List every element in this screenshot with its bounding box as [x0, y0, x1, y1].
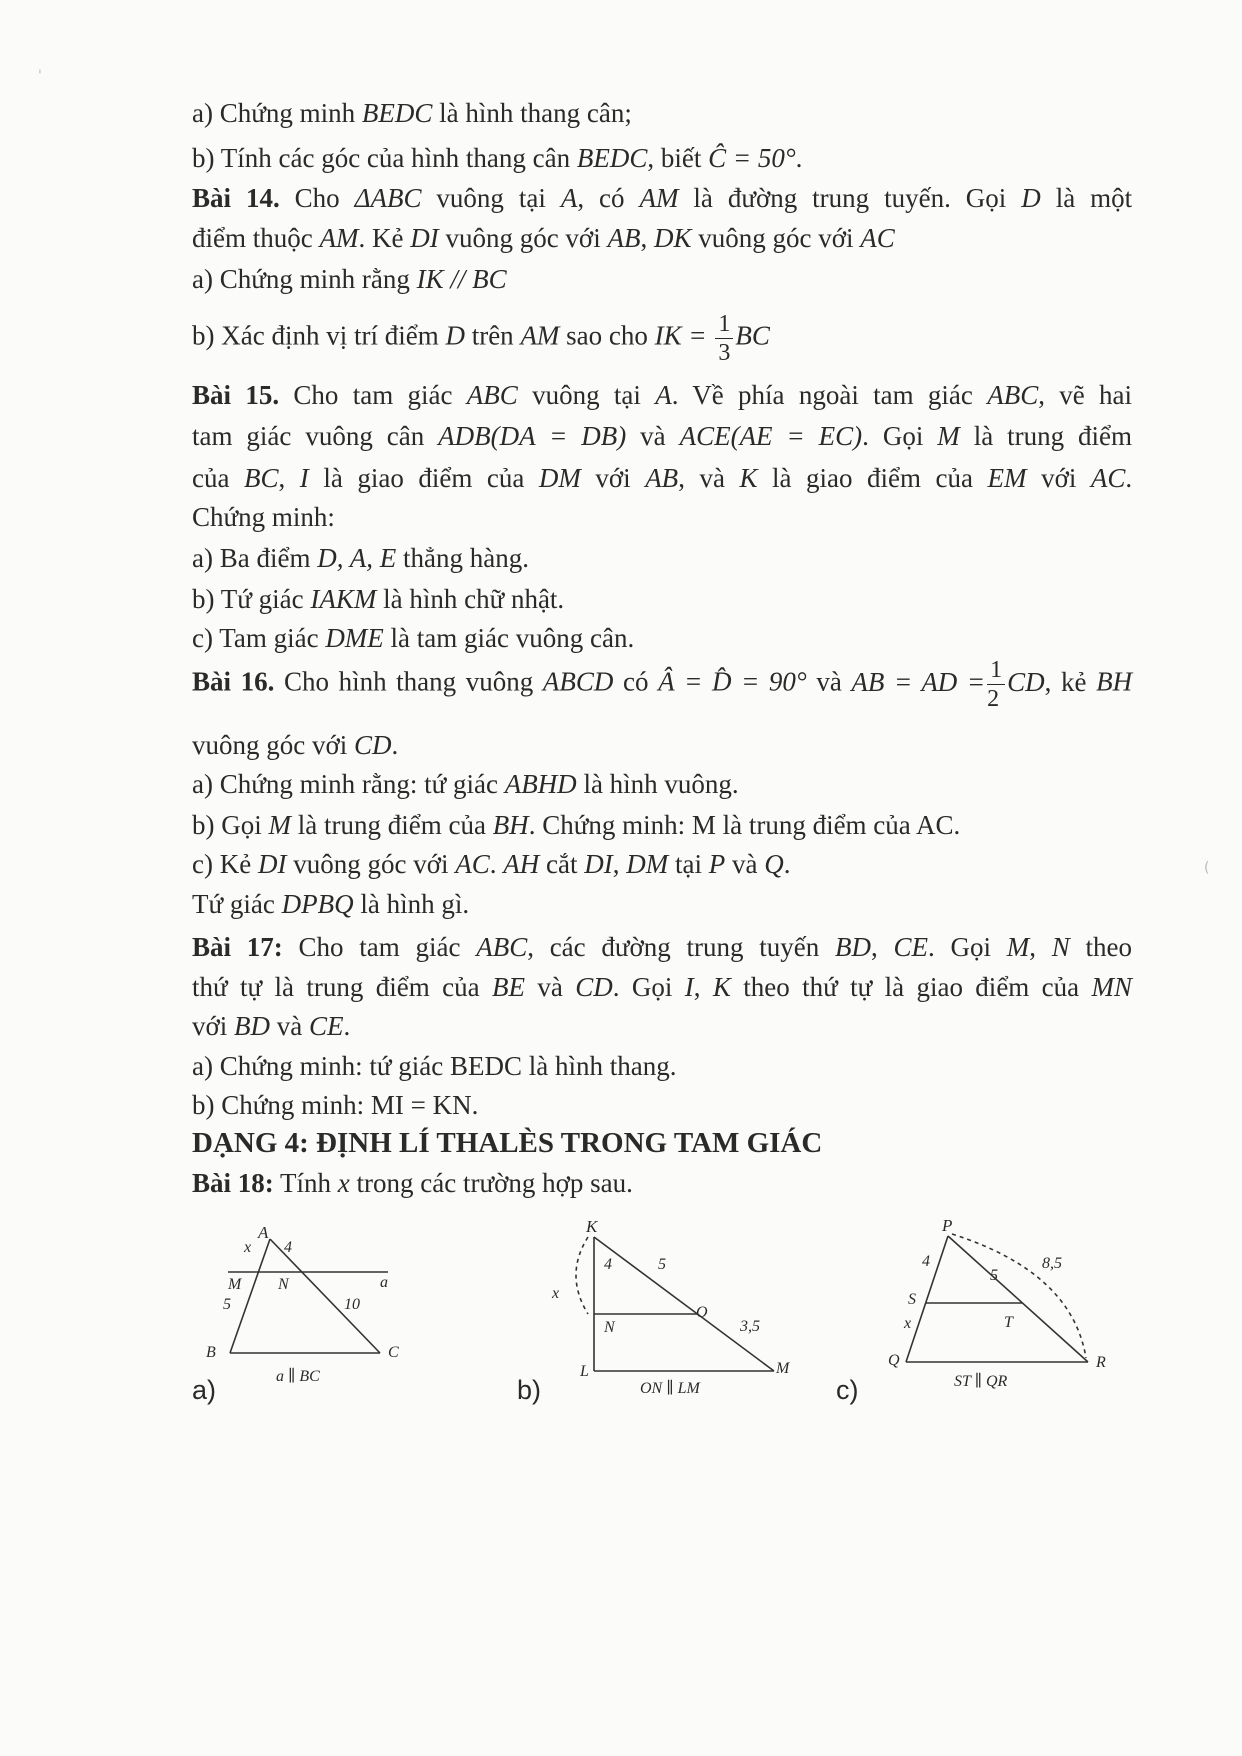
fig-a-caption: a ∥ BC — [276, 1368, 320, 1385]
p17-part-a: a) Chứng minh: tứ giác BEDC là hình thang. — [192, 1051, 677, 1081]
p13-part-b: b) Tính các góc của hình thang cân BEDC, biết Ĉ = 50°. — [192, 143, 803, 173]
p14-part-a: a) Chứng minh rằng IK // BC — [192, 264, 507, 294]
fig-b-side-km — [594, 1237, 774, 1371]
fig-a-label-x: x — [244, 1239, 252, 1256]
fraction-one-third: $\frac{1}{3}$ — [715, 312, 733, 365]
fig-a-label-C: C — [388, 1344, 399, 1361]
fig-a-label-N: N — [278, 1276, 289, 1293]
section-heading: DẠNG 4: ĐỊNH LÍ THALÈS TRONG TAM GIÁC — [192, 1127, 823, 1159]
p13-part-a: a) Chứng minh BEDC là hình thang cân; — [192, 98, 632, 128]
fig-c-label-x: x — [904, 1315, 912, 1332]
fig-a-side-ab — [230, 1239, 270, 1353]
p18-line: Bài 18: Tính x trong các trường hợp sau. — [192, 1168, 633, 1198]
scan-mark: ( — [1204, 860, 1210, 876]
fig-a-label-M: M — [228, 1276, 242, 1293]
figure-a — [206, 1223, 460, 1400]
fig-b-brace-x — [576, 1237, 588, 1314]
figure-c-drawing — [872, 1212, 1122, 1402]
p15-part-c: c) Tam giác DME là tam giác vuông cân. — [192, 623, 635, 653]
fig-a-label-B: B — [206, 1344, 216, 1361]
fig-b-label-K: K — [586, 1217, 598, 1236]
figure-b-drawing — [548, 1215, 828, 1410]
p14-line1: Bài 14. Cho ΔABC vuông tại A, có AM là đường trung tuyến. Gọi D là một — [192, 183, 1133, 213]
p14-part-b: b) Xác định vị trí điểm D trên AM sao cho IK = $\frac{1}{3}$ BC — [192, 311, 770, 366]
fig-b-label-4: 4 — [604, 1256, 612, 1273]
fig-c-label-S: S — [908, 1291, 916, 1308]
p16-line2: vuông góc với CD. — [192, 730, 399, 760]
fig-b-label-5: 5 — [658, 1256, 666, 1273]
fig-a-label-5: 5 — [223, 1296, 231, 1313]
fig-b-label-N: N — [604, 1319, 615, 1336]
fig-a-label-10: 10 — [344, 1296, 360, 1313]
fig-c-label-P: P — [942, 1216, 953, 1235]
fig-c-label-T: T — [1004, 1314, 1013, 1331]
p15-line3: của BC, I là giao điểm của DM với AB, và K là giao điểm của EM với AC. — [192, 463, 1133, 493]
fig-a-label-a: a — [380, 1274, 388, 1291]
p15-line1: Bài 15. Cho tam giác ABC vuông tại A. Về phía ngoài tam giác ABC, vẽ hai — [192, 380, 1133, 410]
fig-c-label-R: R — [1096, 1354, 1106, 1371]
p17-part-b: b) Chứng minh: MI = KN. — [192, 1090, 479, 1120]
fig-b-label-M: M — [776, 1360, 790, 1377]
p16-part-c: c) Kẻ DI vuông góc với AC. AH cắt DI, DM tại P và Q. — [192, 849, 791, 879]
figure-a-label: a) — [192, 1375, 217, 1405]
fig-a-side-ac — [270, 1239, 380, 1353]
fig-a-label-4: 4 — [284, 1239, 292, 1256]
fig-c-label-5: 5 — [990, 1267, 998, 1284]
p16-line1: Bài 16. Cho hình thang vuông ABCD có Â = D̂ = 90° và AB = AD = $\frac{1}{2}$ CD, kẻ BH — [192, 657, 1133, 712]
p17-line3: với BD và CE. — [192, 1011, 351, 1041]
figure-c-label: c) — [836, 1375, 859, 1405]
p15-part-b: b) Tứ giác IAKM là hình chữ nhật. — [192, 584, 565, 614]
fig-b-label-x: x — [552, 1285, 560, 1302]
figure-c — [872, 1212, 1122, 1402]
figure-b-label: b) — [517, 1375, 542, 1405]
fig-c-label-Q: Q — [888, 1352, 900, 1369]
fig-c-side-pr — [948, 1236, 1088, 1362]
fig-b-caption: ON ∥ LM — [640, 1380, 700, 1397]
p16-part-d: Tứ giác DPBQ là hình gì. — [192, 889, 470, 919]
fig-b-label-O: O — [696, 1304, 708, 1321]
fig-a-label-A: A — [258, 1223, 269, 1242]
fig-c-label-4: 4 — [922, 1253, 930, 1270]
p17-line2: thứ tự là trung điểm của BE và CD. Gọi I, K theo thứ tự là giao điểm của MN — [192, 972, 1133, 1002]
p16-part-a: a) Chứng minh rằng: tứ giác ABHD là hình vuông. — [192, 769, 739, 799]
fig-b-label-3-5: 3,5 — [740, 1318, 760, 1335]
p15-line2: tam giác vuông cân ADB(DA = DB) và ACE(AE = EC). Gọi M là trung điểm — [192, 421, 1133, 451]
fig-b-label-L: L — [580, 1363, 589, 1380]
fig-c-label-8-5: 8,5 — [1042, 1255, 1062, 1272]
figure-a-drawing — [206, 1223, 460, 1400]
p15-part-a: a) Ba điểm D, A, E thẳng hàng. — [192, 543, 529, 573]
p15-line4: Chứng minh: — [192, 502, 335, 532]
fig-c-arc-8-5 — [952, 1234, 1086, 1358]
p17-line1: Bài 17: Cho tam giác ABC, các đường trung tuyến BD, CE. Gọi M, N theo — [192, 932, 1133, 962]
p14-line2: điểm thuộc AM. Kẻ DI vuông góc với AB, DK vuông góc với AC — [192, 223, 895, 253]
scan-mark: ' — [38, 68, 42, 84]
fig-c-caption: ST ∥ QR — [954, 1373, 1008, 1390]
fraction-one-half: $\frac{1}{2}$ — [987, 658, 1005, 711]
p16-part-b: b) Gọi M là trung điểm của BH. Chứng minh: M là trung điểm của AC. — [192, 810, 961, 840]
figure-b — [548, 1215, 828, 1410]
